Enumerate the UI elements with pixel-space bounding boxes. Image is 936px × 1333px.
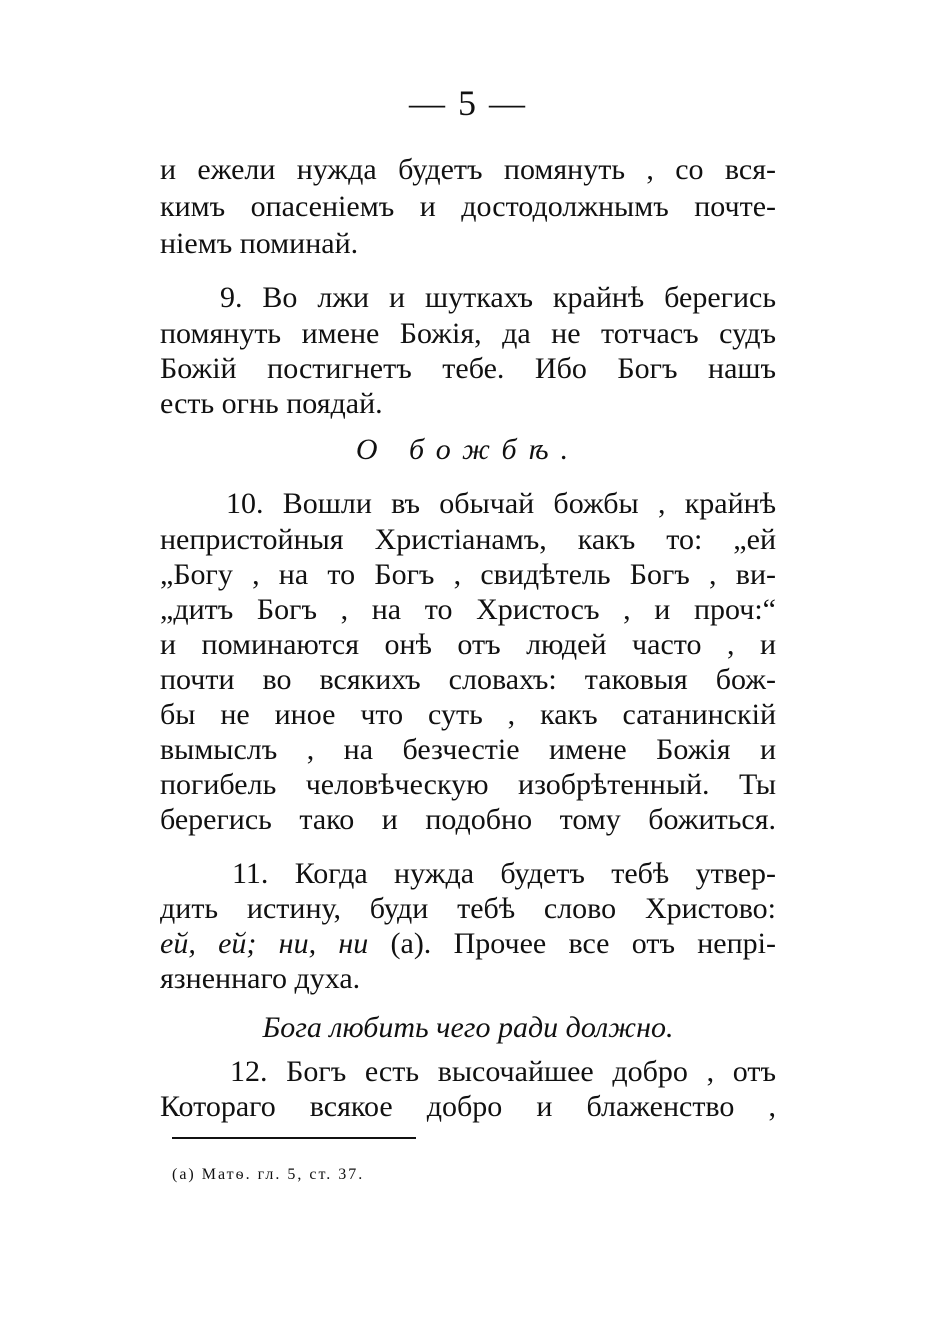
paragraph-9-line-1: 9. Во лжи и шуткахъ крайнѣ берегись (220, 281, 776, 314)
page-number: — 5 — (409, 83, 527, 123)
paragraph-9-line-4: есть огнь поядай. (160, 387, 383, 420)
paragraph-11-line-2: дить истину, буди тебѣ слово Христово: (160, 892, 776, 925)
paragraph-11-line-1: 11. Когда нужда будетъ тебѣ утвер- (232, 857, 776, 890)
paragraph-10-line-8: вымыслъ , на безчестіе имене Божія и (160, 733, 776, 766)
scripture-quote: ей, ей; ни, ни (160, 927, 369, 960)
section-heading-love: Бога любить чего ради должно. (262, 1011, 674, 1044)
paragraph-10-line-1: 10. Вошли въ обычай божбы , крайнѣ (226, 487, 776, 520)
paragraph-10-line-9: погибель человѣческую изобрѣтенный. Ты (160, 768, 776, 801)
paragraph-1-line-2: кимъ опасеніемъ и достодолжнымъ почте- (160, 190, 776, 223)
paragraph-1-line-1: и ежели нужда будетъ помянуть , со вся- (160, 153, 776, 186)
paragraph-10-line-7: бы не иное что суть , какъ сатанинскій (160, 698, 776, 731)
paragraph-10-line-6: почти во всякихъ словахъ: таковыя бож- (160, 663, 776, 696)
footnote-rule (172, 1137, 416, 1139)
paragraph-12-line-2: Котораго всякое добро и блаженство , (160, 1090, 776, 1123)
paragraph-9-line-2: помянуть имене Божія, да не тотчасъ судъ (160, 317, 776, 350)
paragraph-10-line-5: и поминаются онѣ отъ людей часто , и (160, 628, 776, 661)
paragraph-12-line-1: 12. Богъ есть высочайшее добро , отъ (230, 1055, 776, 1088)
paragraph-1-line-3: ніемъ поминай. (160, 227, 359, 260)
paragraph-10-line-10: берегись тако и подобно тому божиться. (160, 803, 776, 836)
paragraph-11-line-4: язненнаго духа. (160, 962, 361, 995)
section-heading-oath: О божбѣ. (355, 433, 581, 466)
paragraph-10-line-4: „дитъ Богъ , на то Христосъ , и проч:“ (160, 593, 776, 626)
paragraph-10-line-3: „Богу , на то Богъ , свидѣтель Богъ , ви- (160, 558, 776, 591)
paragraph-11-line-3 (160, 926, 776, 962)
footnote: (а) Матѳ. гл. 5, ст. 37. (172, 1166, 365, 1183)
paragraph-9-line-3: Божій постигнетъ тебе. Ибо Богъ нашъ (160, 352, 776, 385)
paragraph-11-line-3-rest: (а). Прочее все отъ непрі- (368, 927, 776, 960)
paragraph-10-line-2: непристойныя Христіанамъ, какъ то: „ей (160, 523, 776, 556)
